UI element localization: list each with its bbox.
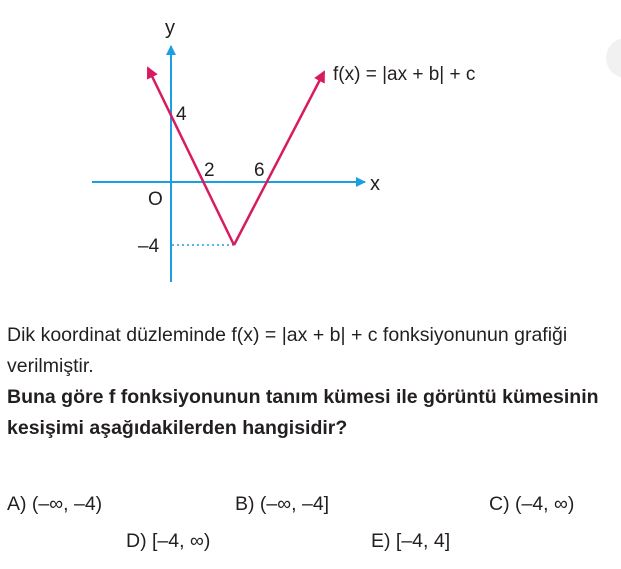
option-c-text: (–4, ∞) bbox=[515, 493, 575, 515]
option-c[interactable] bbox=[489, 493, 574, 516]
function-left-branch bbox=[148, 68, 234, 245]
option-c-letter: C) bbox=[489, 493, 510, 515]
option-a-text: (–∞, –4) bbox=[31, 493, 103, 515]
y-axis-label: y bbox=[165, 17, 175, 39]
tick-label-x-2: 2 bbox=[204, 160, 215, 181]
option-d-text: [–4, ∞) bbox=[152, 530, 211, 552]
tick-label-y-neg4: –4 bbox=[138, 236, 160, 257]
option-e-letter: E) bbox=[371, 530, 391, 552]
option-a-letter: A) bbox=[7, 493, 27, 515]
option-d[interactable] bbox=[126, 530, 210, 553]
x-axis-label: x bbox=[370, 173, 380, 195]
option-e[interactable] bbox=[371, 530, 450, 553]
tick-label-y-4: 4 bbox=[176, 104, 187, 125]
option-e-text: [–4, 4] bbox=[395, 530, 451, 552]
question-text-block bbox=[7, 320, 619, 444]
origin-label: O bbox=[148, 189, 163, 210]
function-label: f(x) = |ax + b| + c bbox=[333, 64, 476, 85]
option-b[interactable] bbox=[235, 493, 329, 516]
question-statement: Dik koordinat düzleminde f(x) = |ax + b| + c fonksiyonunun grafiği verilmiştir. bbox=[7, 324, 568, 377]
option-a[interactable] bbox=[7, 493, 102, 516]
option-b-text: (–∞, –4] bbox=[259, 493, 330, 515]
function-right-branch bbox=[234, 72, 324, 245]
option-d-letter: D) bbox=[126, 530, 147, 552]
question-prompt: Buna göre f fonksiyonunun tanım kümesi ile görüntü kümesinin kesişimi aşağıdakilerden hangisidir? bbox=[7, 386, 599, 439]
tick-label-x-6: 6 bbox=[254, 160, 265, 181]
option-b-letter: B) bbox=[235, 493, 255, 515]
